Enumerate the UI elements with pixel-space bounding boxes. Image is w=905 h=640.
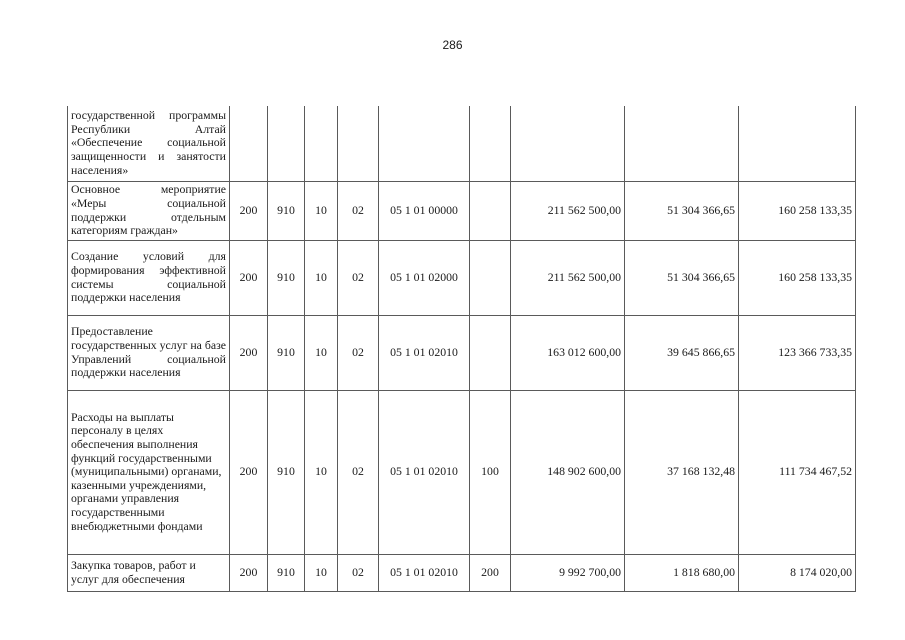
cell-executed bbox=[625, 106, 739, 181]
table-row bbox=[68, 554, 856, 591]
cell-target: 05 1 01 02010 bbox=[379, 554, 470, 591]
cell-target: 05 1 01 00000 bbox=[379, 181, 470, 240]
cell-remaining: 160 258 133,35 bbox=[739, 240, 856, 315]
cell-remaining: 8 174 020,00 bbox=[739, 554, 856, 591]
table-row bbox=[68, 240, 856, 315]
cell-remaining: 111 734 467,52 bbox=[739, 390, 856, 554]
page-number: 286 bbox=[442, 38, 463, 52]
cell-section bbox=[305, 106, 338, 181]
cell-plan: 148 902 600,00 bbox=[511, 390, 625, 554]
cell-ministry bbox=[268, 106, 305, 181]
cell-expense: 200 bbox=[470, 554, 511, 591]
cell-target: 05 1 01 02010 bbox=[379, 315, 470, 390]
cell-admin bbox=[230, 106, 268, 181]
row-name: Расходы на выплаты персоналу в целях обеспечения выполнения функций государственными (муниципальными) органами, казенными учреждениями, органами управления государственными внебюджетными фондами bbox=[68, 390, 230, 554]
row-name: Создание условий для формирования эффективной системы социальной поддержки населения bbox=[68, 240, 230, 315]
cell-remaining bbox=[739, 106, 856, 181]
cell-target bbox=[379, 106, 470, 181]
cell-subsection: 02 bbox=[338, 181, 379, 240]
table-row bbox=[68, 390, 856, 554]
cell-expense bbox=[470, 315, 511, 390]
table-row bbox=[68, 181, 856, 240]
cell-section: 10 bbox=[305, 181, 338, 240]
cell-executed: 39 645 866,65 bbox=[625, 315, 739, 390]
cell-remaining: 123 366 733,35 bbox=[739, 315, 856, 390]
cell-executed: 51 304 366,65 bbox=[625, 240, 739, 315]
cell-expense bbox=[470, 106, 511, 181]
table-row bbox=[68, 315, 856, 390]
cell-admin: 200 bbox=[230, 181, 268, 240]
cell-admin: 200 bbox=[230, 240, 268, 315]
cell-executed: 1 818 680,00 bbox=[625, 554, 739, 591]
cell-section: 10 bbox=[305, 390, 338, 554]
cell-plan: 211 562 500,00 bbox=[511, 181, 625, 240]
cell-subsection: 02 bbox=[338, 315, 379, 390]
cell-admin: 200 bbox=[230, 554, 268, 591]
cell-subsection: 02 bbox=[338, 240, 379, 315]
budget-table bbox=[67, 106, 856, 592]
cell-expense: 100 bbox=[470, 390, 511, 554]
cell-executed: 37 168 132,48 bbox=[625, 390, 739, 554]
cell-admin: 200 bbox=[230, 315, 268, 390]
cell-subsection: 02 bbox=[338, 554, 379, 591]
cell-plan: 9 992 700,00 bbox=[511, 554, 625, 591]
cell-target: 05 1 01 02010 bbox=[379, 390, 470, 554]
cell-expense bbox=[470, 181, 511, 240]
cell-expense bbox=[470, 240, 511, 315]
row-name: Предоставление государственных услуг на базе Управлений социальной поддержки населения bbox=[68, 315, 230, 390]
cell-ministry: 910 bbox=[268, 554, 305, 591]
cell-section: 10 bbox=[305, 240, 338, 315]
cell-subsection: 02 bbox=[338, 390, 379, 554]
cell-section: 10 bbox=[305, 554, 338, 591]
cell-section: 10 bbox=[305, 315, 338, 390]
cell-ministry: 910 bbox=[268, 240, 305, 315]
table-row bbox=[68, 106, 856, 181]
cell-ministry: 910 bbox=[268, 181, 305, 240]
row-name: Основное мероприятие «Меры социальной поддержки отдельным категориям граждан» bbox=[68, 181, 230, 240]
cell-subsection bbox=[338, 106, 379, 181]
cell-target: 05 1 01 02000 bbox=[379, 240, 470, 315]
row-name: государственной программы Республики Алтай «Обеспечение социальной защищенности и занятости населения» bbox=[68, 106, 230, 181]
cell-ministry: 910 bbox=[268, 390, 305, 554]
cell-plan bbox=[511, 106, 625, 181]
cell-plan: 163 012 600,00 bbox=[511, 315, 625, 390]
cell-ministry: 910 bbox=[268, 315, 305, 390]
cell-remaining: 160 258 133,35 bbox=[739, 181, 856, 240]
cell-executed: 51 304 366,65 bbox=[625, 181, 739, 240]
cell-plan: 211 562 500,00 bbox=[511, 240, 625, 315]
cell-admin: 200 bbox=[230, 390, 268, 554]
row-name: Закупка товаров, работ и услуг для обеспечения bbox=[68, 554, 230, 591]
